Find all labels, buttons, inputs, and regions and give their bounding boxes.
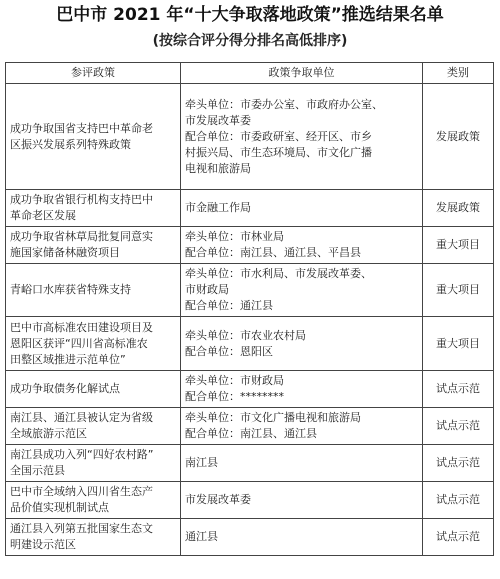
unit-line: 市金融工作局 [185,201,251,214]
table-row [6,190,494,227]
policy-line: 革命老区发展 [10,209,76,222]
units-cell [181,371,423,408]
table-row [6,371,494,408]
unit-line: 牵头单位：市文化广播电视和旅游局 [185,411,361,424]
policy-line: 巴中市全域纳入四川省生态产 [10,485,153,498]
policy-cell [6,445,181,482]
unit-line: 配合单位：通江县 [185,299,273,312]
unit-line: 牵头单位：市委办公室、市政府办公室、 [185,97,383,111]
units-cell [181,190,423,227]
policy-line: 巴中市高标准农田建设项目及 [10,320,153,334]
table-row [6,519,494,556]
unit-line: 牵头单位：市水利局、市发展改革委、 [185,267,372,280]
page-title: 巴中市 2021 年“十大争取落地政策”推选结果名单 [56,5,444,25]
policy-line: 南江县成功入列“四好农村路” [10,448,154,461]
units-cell [181,264,423,317]
policy-cell [6,482,181,519]
unit-line: 市发展改革委 [185,113,251,127]
table-row [6,445,494,482]
policy-cell [6,264,181,317]
policy-line: 施国家储备林融资项目 [10,246,120,259]
unit-line: 市发展改革委 [185,493,251,506]
unit-line: 市财政局 [185,283,229,296]
unit-line: 电视和旅游局 [185,161,251,175]
table-row [6,408,494,445]
policy-cell [6,84,181,190]
category-cell: 重大项目 [423,227,494,264]
units-cell [181,408,423,445]
units-cell [181,227,423,264]
unit-line: 配合单位：******** [185,390,284,403]
category-cell: 试点示范 [423,371,494,408]
page-subtitle: (按综合评分得分排名高低排序) [152,33,348,49]
category-cell: 发展政策 [423,190,494,227]
units-cell [181,482,423,519]
policy-line: 成功争取债务化解试点 [10,382,120,395]
policy-cell [6,519,181,556]
category-cell: 重大项目 [423,317,494,371]
header-policy: 参评政策 [6,63,181,84]
category-cell: 重大项目 [423,264,494,317]
policy-line: 全域旅游示范区 [10,427,87,440]
category-cell: 试点示范 [423,482,494,519]
policy-line: 恩阳区获评“四川省高标准农 [10,336,148,350]
policy-line: 青峪口水库获省特殊支持 [10,283,131,296]
category-cell: 试点示范 [423,445,494,482]
unit-line: 配合单位：恩阳区 [185,344,273,358]
unit-line: 南江县 [185,456,218,469]
policy-line: 南江县、通江县被认定为省级 [10,411,153,424]
unit-line: 村振兴局、市生态环境局、市文化广播 [185,145,372,159]
units-cell [181,445,423,482]
units-cell [181,84,423,190]
results-table [5,62,494,556]
policy-cell [6,190,181,227]
policy-line: 田整区域推进示范单位” [10,352,126,366]
policy-line: 成功争取省银行机构支持巴中 [10,193,153,206]
table-row [6,264,494,317]
policy-line: 成功争取国省支持巴中革命老 [10,121,153,135]
unit-line: 配合单位：市委政研室、经开区、市乡 [185,129,372,143]
policy-line: 品价值实现机制试点 [10,501,109,514]
policy-line: 明建设示范区 [10,538,76,551]
unit-line: 牵头单位：市财政局 [185,374,284,387]
policy-cell [6,408,181,445]
table-body [6,84,494,556]
unit-line: 配合单位：南江县、通江县 [185,427,317,440]
unit-line: 牵头单位：市农业农村局 [185,328,306,342]
table-row [6,317,494,371]
policy-cell [6,317,181,371]
table-row [6,227,494,264]
table-header-row [6,63,494,84]
units-cell [181,317,423,371]
unit-line: 通江县 [185,530,218,543]
header-category: 类别 [423,63,494,84]
unit-line: 配合单位：南江县、通江县、平昌县 [185,246,361,259]
table-row [6,482,494,519]
category-cell: 发展政策 [423,84,494,190]
header-units: 政策争取单位 [181,63,423,84]
category-cell: 试点示范 [423,408,494,445]
policy-line: 成功争取省林草局批复同意实 [10,230,153,243]
policy-cell [6,371,181,408]
unit-line: 牵头单位：市林业局 [185,230,284,243]
policy-line: 通江县入列第五批国家生态文 [10,522,153,535]
policy-line: 全国示范县 [10,464,65,477]
category-cell: 试点示范 [423,519,494,556]
policy-line: 区振兴发展系列特殊政策 [10,137,131,151]
units-cell [181,519,423,556]
policy-cell [6,227,181,264]
table-row [6,84,494,190]
